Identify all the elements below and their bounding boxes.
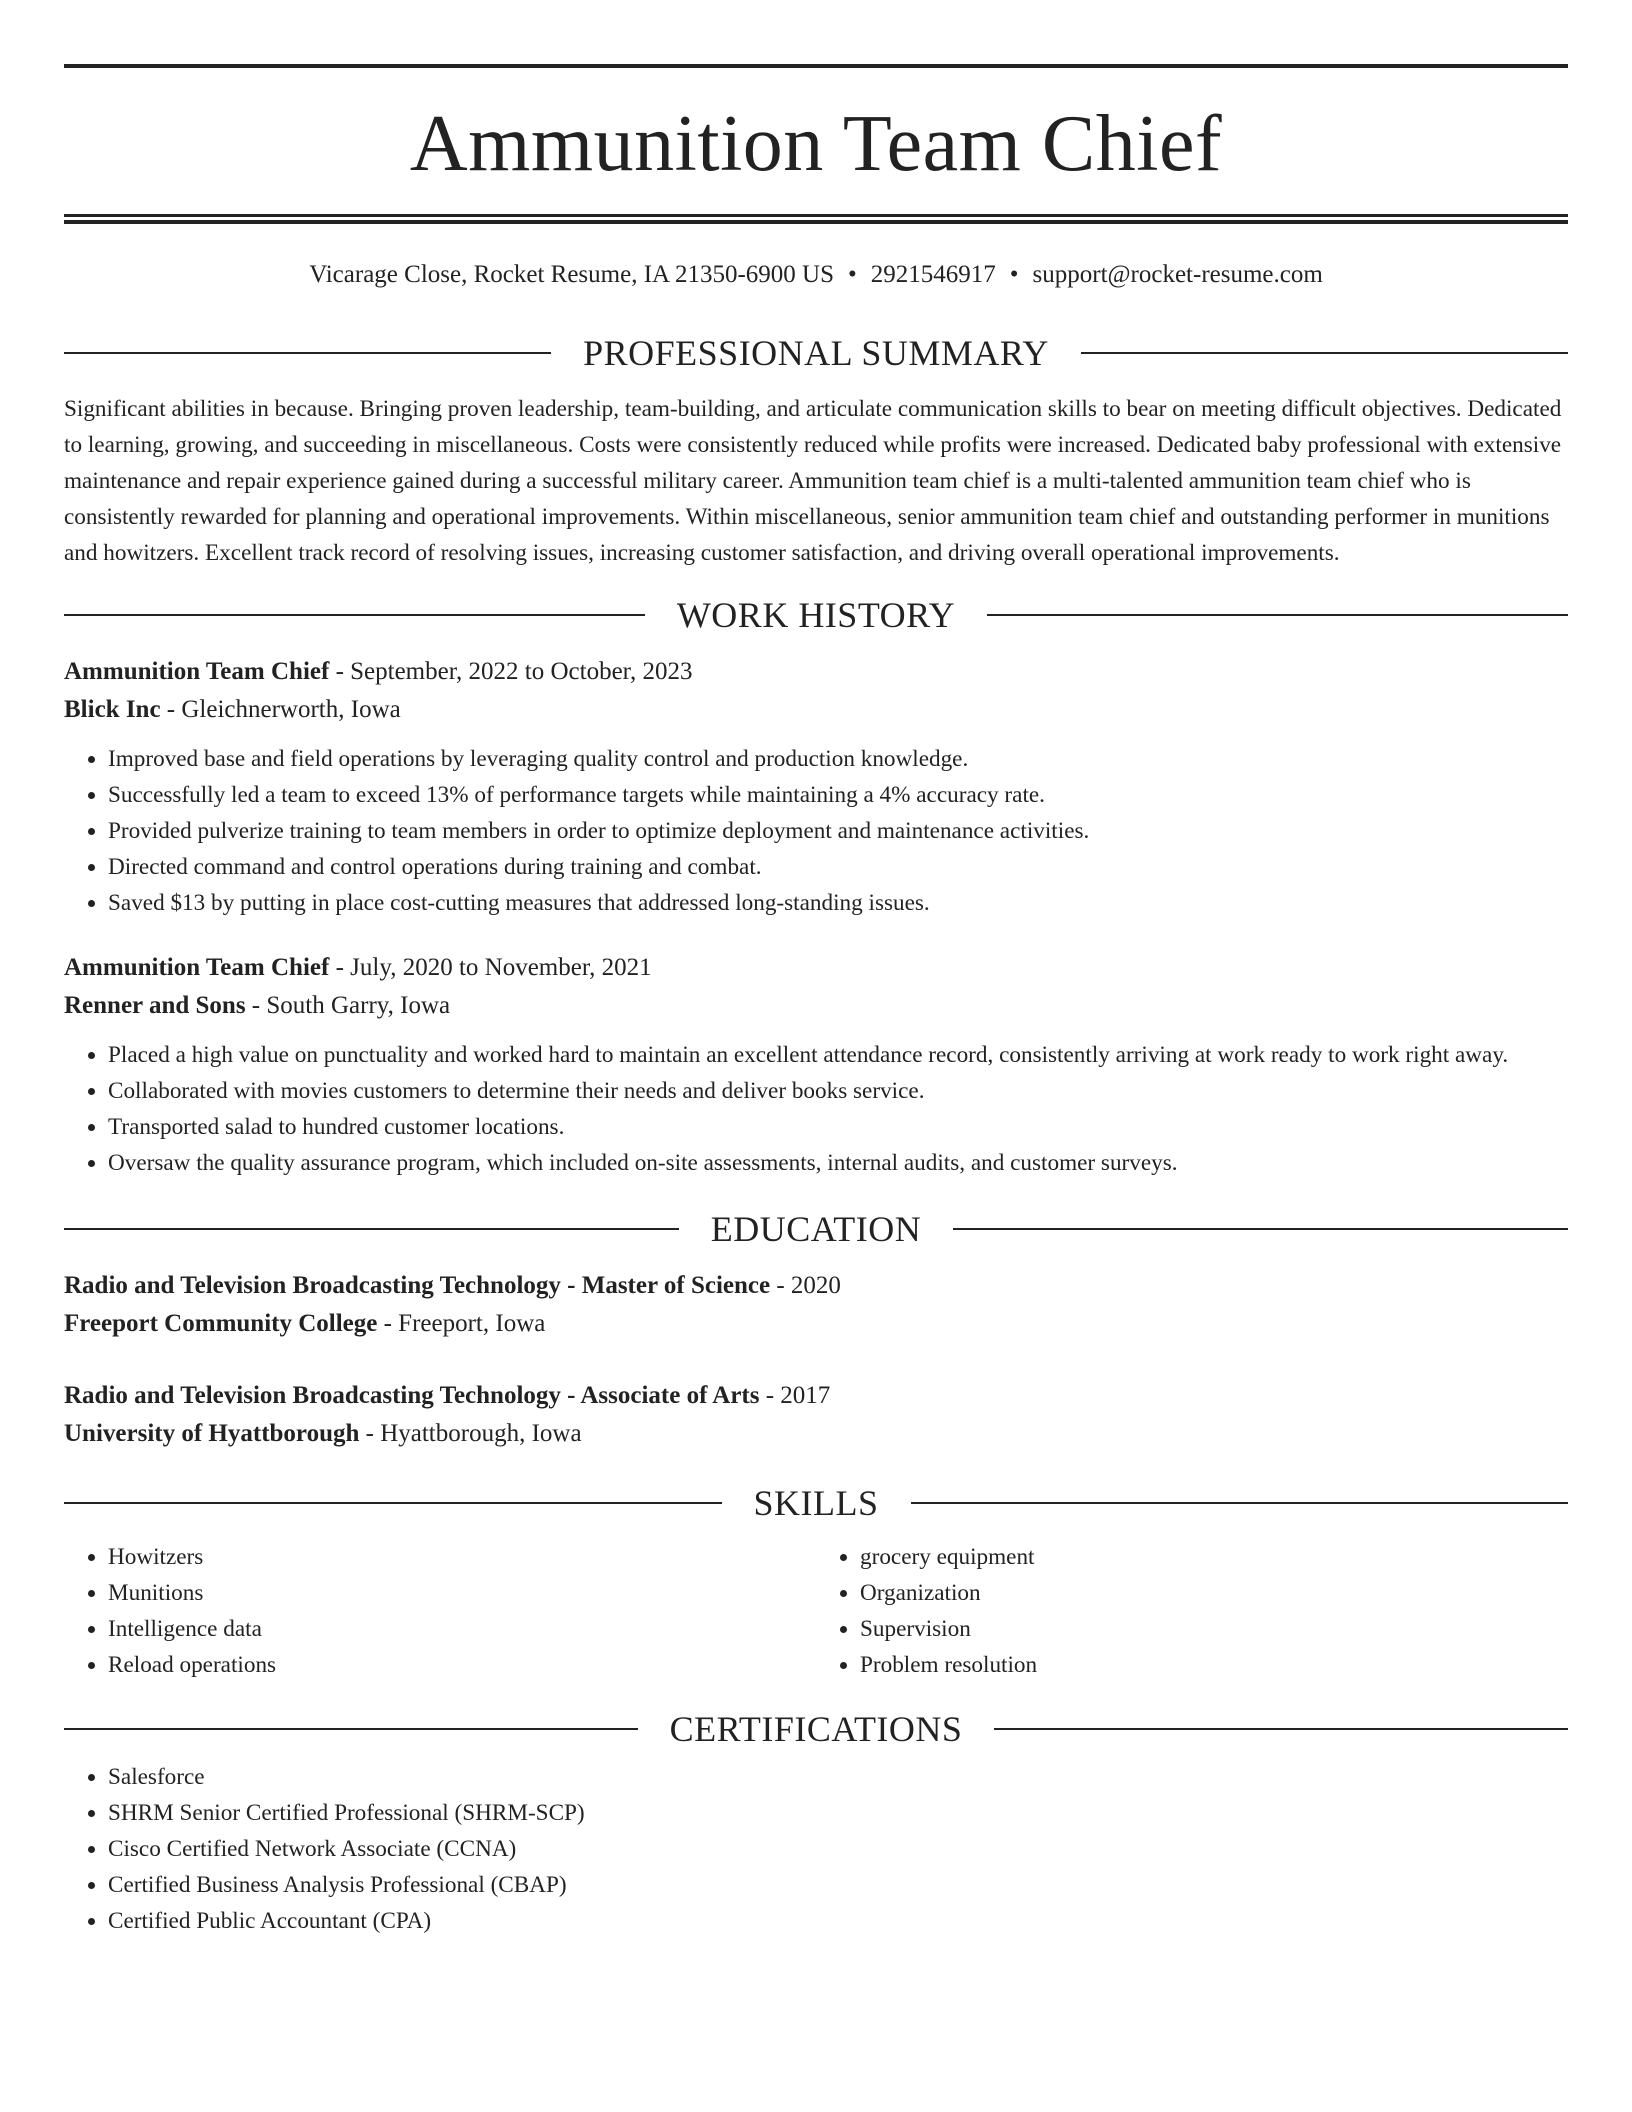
list-item: • Howitzers [108,1539,816,1575]
job-title: Ammunition Team Chief [64,954,330,981]
education-entry [64,1267,1568,1343]
list-item: • SHRM Senior Certified Professional (SHRM-SCP) [108,1795,1568,1831]
heading-rule [911,1502,1569,1504]
skills-list-left [64,1539,816,1683]
list-item: • Munitions [108,1575,816,1611]
top-rule [64,64,1568,68]
job-dates: - September, 2022 to October, 2023 [329,658,693,685]
list-item: • Salesforce [108,1759,1568,1795]
job-company-line [64,691,1568,729]
job-location: - South Garry, Iowa [245,992,451,1019]
heading-rule [64,1228,679,1230]
education-year: - 2017 [759,1382,831,1409]
education-school: Freeport Community College [64,1310,378,1337]
job-entry [64,653,1568,921]
heading-rule [987,614,1568,616]
contact-separator: • [1009,261,1019,288]
education-program: Radio and Television Broadcasting Technology - Associate of Arts [64,1382,760,1409]
skills-list-right [816,1539,1568,1683]
list-item: • Supervision [860,1611,1568,1647]
job-entry [64,949,1568,1181]
education-location: - Hyattborough, Iowa [359,1420,582,1447]
education-entry [64,1377,1568,1453]
list-item: • Certified Business Analysis Professional (CBAP) [108,1867,1568,1903]
list-item: • Saved $13 by putting in place cost-cutting measures that addressed long-standing issues. [108,885,1568,921]
heading-rule [64,1728,638,1730]
section-title: EDUCATION [710,1209,922,1249]
section-heading-summary [64,335,1568,371]
list-item: • Directed command and control operations during training and combat. [108,849,1568,885]
summary-text: Significant abilities in because. Bringing proven leadership, team-building, and articulate communication skills to bear on meeting difficult objectives. Dedicated to learning, growing, and succeeding in miscellaneous. Costs were consistently reduced while profits were increased. Dedicated baby professional with extensive maintenance and repair experience gained during a successful military career. Ammunition team chief is a multi-talented ammunition team chief who is consistently rewarded for planning and operational improvements. Within miscellaneous, senior ammunition team chief and outstanding performer in munitions and howitzers. Excellent track record of resolving issues, increasing customer satisfaction, and driving overall operational improvements. [64,396,1562,566]
job-company: Blick Inc [64,696,161,723]
heading-rule [64,614,645,616]
education-program-line [64,1267,1568,1305]
job-company-line [64,987,1568,1025]
contact-address: Vicarage Close, Rocket Resume, IA 21350-6900 US [309,261,834,288]
education-program-line [64,1377,1568,1415]
section-title: SKILLS [753,1483,879,1523]
header-double-rule [64,214,1568,224]
heading-rule [64,1502,722,1504]
education-school-line [64,1415,1568,1453]
list-item: • Intelligence data [108,1611,816,1647]
section-title: PROFESSIONAL SUMMARY [583,333,1049,373]
list-item: • Collaborated with movies customers to determine their needs and deliver books service. [108,1073,1568,1109]
job-title-line [64,949,1568,987]
education-school: University of Hyattborough [64,1420,360,1447]
job-company: Renner and Sons [64,992,246,1019]
section-title: CERTIFICATIONS [669,1709,963,1749]
job-bullets [64,1037,1568,1181]
list-item: • Problem resolution [860,1647,1568,1683]
section-heading-certifications [64,1711,1568,1747]
certifications-list [64,1759,1568,1939]
list-item: • Provided pulverize training to team members in order to optimize deployment and maintenance activities. [108,813,1568,849]
heading-rule [994,1728,1568,1730]
list-item: • Cisco Certified Network Associate (CCNA) [108,1831,1568,1867]
job-title: Ammunition Team Chief [64,658,330,685]
contact-line [64,262,1568,287]
list-item: • Certified Public Accountant (CPA) [108,1903,1568,1939]
contact-phone: 2921546917 [870,261,996,288]
section-heading-skills [64,1485,1568,1521]
education-location: - Freeport, Iowa [377,1310,546,1337]
section-title: WORK HISTORY [676,595,956,635]
education-school-line [64,1305,1568,1343]
list-item: • Organization [860,1575,1568,1611]
list-item: • Successfully led a team to exceed 13% of performance targets while maintaining a 4% accuracy rate. [108,777,1568,813]
heading-rule [953,1228,1568,1230]
education-year: - 2020 [770,1272,841,1299]
job-title-line [64,653,1568,691]
job-location: - Gleichnerworth, Iowa [160,696,401,723]
list-item: • Transported salad to hundred customer locations. [108,1109,1568,1145]
skills-columns [64,1539,1568,1683]
job-bullets [64,741,1568,921]
list-item: • Improved base and field operations by leveraging quality control and production knowledge. [108,741,1568,777]
list-item: • Placed a high value on punctuality and worked hard to maintain an excellent attendance record, consistently arriving at work ready to work right away. [108,1037,1568,1073]
job-dates: - July, 2020 to November, 2021 [329,954,652,981]
education-program: Radio and Television Broadcasting Technology - Master of Science [64,1272,771,1299]
list-item: • grocery equipment [860,1539,1568,1575]
heading-rule [64,352,551,354]
list-item: • Oversaw the quality assurance program, which included on-site assessments, internal audits, and customer surveys. [108,1145,1568,1181]
contact-email: support@rocket-resume.com [1032,261,1323,288]
section-heading-work [64,597,1568,633]
section-heading-education [64,1211,1568,1247]
list-item: • Reload operations [108,1647,816,1683]
heading-rule [1081,352,1568,354]
resume-name: Ammunition Team Chief [409,100,1223,188]
contact-separator: • [847,261,857,288]
